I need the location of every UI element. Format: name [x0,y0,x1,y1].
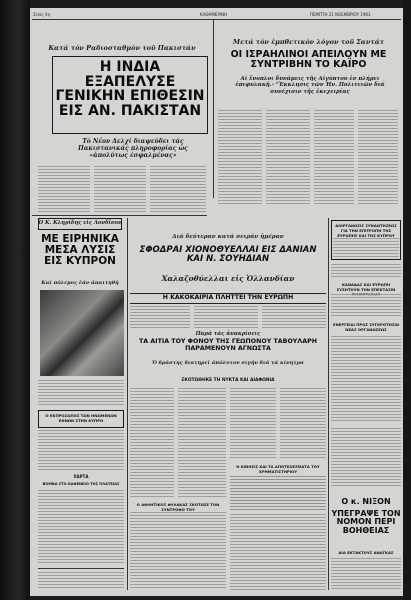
murder-body-col1 [130,388,174,498]
cyprus-subhead: Καί πόλεμος ἐάν ἀπαιτηθῆ [41,280,119,286]
column-rule [213,20,214,198]
india-body-col1 [38,166,90,212]
right-body-a [331,264,401,278]
weather-subhead: Χαλαζοθύελλαι εἰς Ὁλλανδίαν [161,274,295,283]
israel-subhead: Αἱ ἔνοπλοι δυνάμεις τῆς Αἰγύπτου ἐν πλήρει ἐπιφυλακῇ.- "Ἐκκλησις τῶν Ἡν. Πολιτειῶν διά συνέχισιν τῆς ἐκεχειρίας [235,76,385,95]
nixon-body [331,558,401,590]
israel-body-col4 [358,110,398,204]
india-body-col3 [150,166,206,212]
india-headline: Η ΙΝΔΙΑ ΕΞΑΠΕΛΥΣΕ ΓΕΝΙΚΗΝ ΕΠΙΘΕΣΙΝ ΕΙΣ ΑΝ. ΠΑΚΙΣΤΑΝ [55,59,205,120]
column-rule-left [127,218,128,590]
murder-body-col4 [280,388,326,458]
israel-kicker: Μετά τόν ἐμπθετικόν λόγον τοῦ Σαντάτ [232,38,385,46]
left-box-body [38,430,124,470]
column-rule-right [328,218,329,590]
paper-name: ΚΑΘΗΜΕΡΙΝΗ [200,12,228,17]
israel-headline: ΟΙ ΙΣΡΑΗΛΙΝΟΙ ΑΠΕΙΛΟΥΝ ΜΕ ΣΥΝΤΡΙΒΗΝ ΤΟ ΚΑΪΡΟ [230,49,387,70]
left-bottom-body [38,490,124,564]
murder-foot-body-left [130,512,226,590]
left-foot-rule [38,568,124,569]
cyprus-kicker: Ὁ Κ. Κληρίδης εἰς Λονδῖνον [38,220,122,226]
murder-kicker: Παρά τάς ἀνακρίσεις [195,331,261,337]
nixon-subhead: ΔΙΑ ΕΚΤΑΚΤΟΥΣ ΑΝΑΓΚΑΣ [338,550,394,555]
india-body-col2 [94,166,146,212]
right-body-c [331,336,401,422]
left-foot-body [38,572,124,588]
stats-headline: Η ΚΙΝΗΣΙΣ ΚΑΙ ΤΑ ΑΠΟΤΕΛΕΣΜΑΤΑ ΤΟΥ ΧΡΗΜΑΤΙΣΤΗΡΙΟΥ [236,464,320,474]
cyprus-headline: ΜΕ ΕΙΡΗΝΙΚΑ ΜΕΣΑ ΛΥΣΙΣ ΕΙΣ ΚΥΠΡΟΝ [41,233,119,268]
date-line: ΠΕΜΠΤΗ 21 ΝΟΕΜΒΡΙΟΥ 1963 [310,12,371,17]
nixon-headline: ΥΠΕΓΡΑΨΕ ΤΟΝ ΝΟΜΟΝ ΠΕΡΙ ΒΟΗΘΕΙΑΣ [331,509,401,535]
murder-boxed-item: Ο ΑΘΛΗΤΙΚΟΣ ΦΥΛΑΚΑΣ ΣΚΟΤΩΣΕ ΤΟΝ ΣΥΝΤΡΟΦΟ ΤΟΥ [136,502,220,512]
murder-related-head: ΣΚΟΤΩΘΗΚΕ ΤΗ ΝΥΚΤΑ ΚΑΙ ΔΙΑΦΩΝΙΑ [181,378,275,383]
weather-body-col1 [130,306,190,328]
israel-body-col3 [314,110,354,204]
masthead-rule [32,19,401,20]
section-rule-left [32,215,207,216]
right-body-d [331,428,401,488]
murder-body-col2 [178,388,226,498]
right-body-b [331,294,401,318]
cyprus-body [38,380,124,406]
weather-headline: ΣΦΟΔΡΑΙ ΧΙΟΝΟΘΥΕΛΛΑΙ ΕΙΣ ΔΑΝΙΑΝ ΚΑΙ Ν. ΣΟΥΗΔΙΑΝ [139,245,317,264]
cyprus-photo [40,290,124,376]
weather-banner: Η ΚΑΚΟΚΑΙΡΙΑ ΠΛΗΤΤΕΙ ΤΗΝ ΕΥΡΩΠΗ [130,293,326,304]
left-short-head: ΧΑΡΤΑ [73,474,89,479]
left-box-headline: Ο ΕΚΠΡΟΣΩΠΟΣ ΤΩΝ ΗΝΩΜΕΝΩΝ ΕΘΝΩΝ ΣΤΗΝ ΚΥΠΡΟ [45,413,117,423]
india-kicker: Κατά τόν Ραδιοσταθμόν τοῦ Πακιστάν [48,44,196,52]
israel-body-col1 [218,110,262,204]
left-short2-head: ΒΟΜΒΑ ΣΤΟ ΚΑΦΕΝΕΙΟ ΤΗΣ ΠΛΑΤΕΙΑΣ [42,482,120,486]
right-box3-head: ΕΝΕΡΓΕΙΑΙ ΠΡΟΣ ΣΥΓΚΡΟΤΗΣΙΝ ΝΕΑΣ ΟΡΓΑΝΩΣΕΩΣ [332,322,400,332]
india-subhead: Τό Νέον Δελχί διαψεύδει τάς Πακιστανικάς πληροφορίας ὡς «ἀπολύτως ἐσφαλμένας» [78,138,188,160]
murder-body-col3 [230,388,276,458]
nixon-kicker: Ο κ. ΝΙΞΟΝ [341,497,391,506]
murder-lead: Ὁ δράστης διατηρεῖ ἀπόλυτον σιγήν διά τά κίνητρα [152,360,304,366]
israel-body-col2 [266,110,310,204]
film-edge-right [403,0,411,600]
weather-body-col2 [194,306,258,328]
page-label: Σελίς 4η [33,12,51,17]
murder-foot-body-right [230,514,326,590]
right-box1-head: ΔΙΟΡΓΑΝΩΣΙΣ ΣΥΝΑΝΤΗΣΕΩΣ ΓΙΑ ΤΗΝ ΕΠΙΤΡΟΠΗ ΤΗΣ ΕΥΡΩΠΗΣ ΚΑΙ ΤΗΣ ΚΥΠΡΟΥ [335,223,397,238]
newspaper-page [30,8,403,596]
right-box1-body [333,238,399,258]
film-edge [0,0,30,600]
stats-table [230,476,326,510]
weather-body-col3 [262,306,326,328]
weather-kicker: Διά δεύτεραν κατά σειράν ἡμέραν [172,234,284,240]
right-box2-head: ΚΑΝΑΔΑΣ ΚΑΙ ΕΥΡΩΠΗ ΣΥΖΗΤΟΥΝ ΤΗΝ ΕΠΕΚΤΑΣΙΝ [336,282,396,292]
murder-headline: ΤΑ ΑΙΤΙΑ ΤΟΥ ΦΟΝΟΥ ΤΗΣ ΓΕΩΠΟΝΟΥ ΤΑΒΟΥΛΑΡΗ ΠΑΡΑΜΕΝΟΥΝ ΑΓΝΩΣΤΑ [139,338,317,352]
